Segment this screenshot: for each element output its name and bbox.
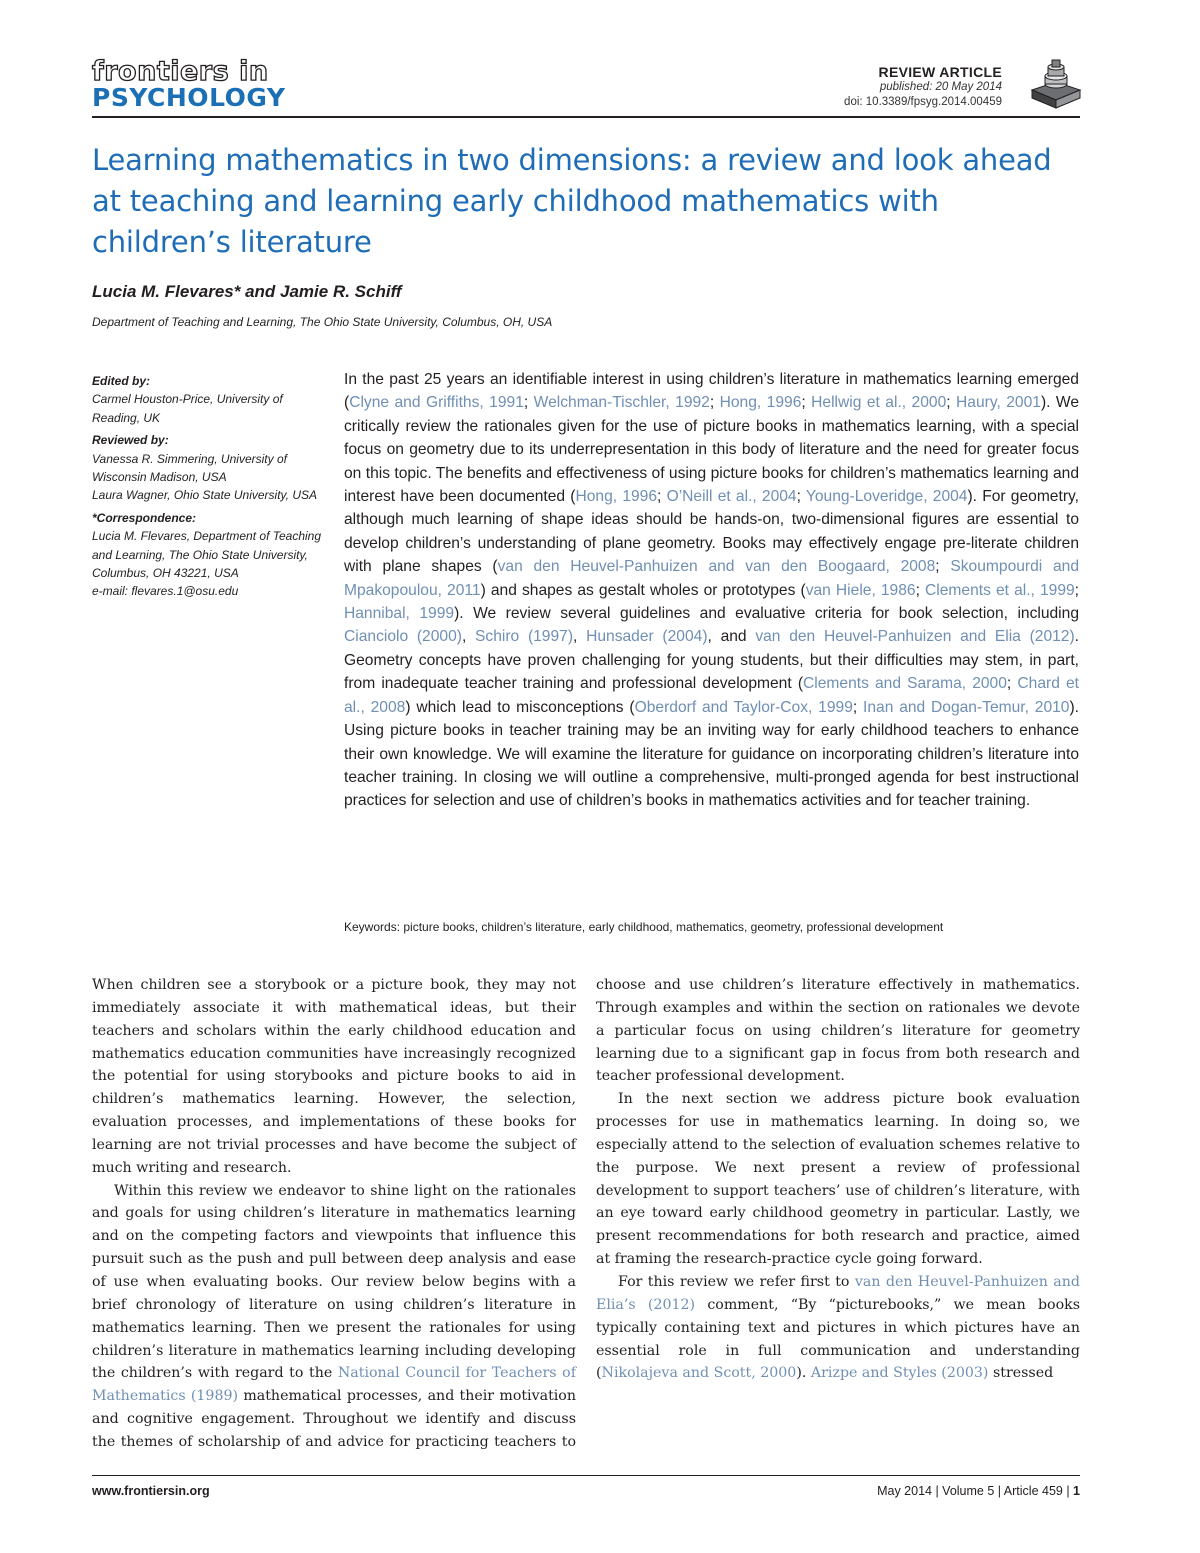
- editorial-sidebar: [92, 372, 332, 605]
- citation-link[interactable]: van den Heuvel-Panhuizen and van den Boogaard, 2008: [497, 558, 936, 576]
- article-meta: [844, 64, 1002, 110]
- article-title: Learning mathematics in two dimensions: a review and look ahead at teaching and learning early childhood mathematics with children’s literature: [92, 143, 1052, 259]
- citation-link[interactable]: Hong, 1996: [575, 488, 658, 506]
- authors: Lucia M. Flevares* and Jamie R. Schiff: [92, 282, 402, 301]
- body-text: For this review we refer first to: [618, 1273, 855, 1290]
- header-rule: [92, 116, 1080, 118]
- keywords-list: picture books, children’s literature, early childhood, mathematics, geometry, professional development: [403, 920, 944, 934]
- journal-stack-icon: [1028, 56, 1084, 112]
- citation-link[interactable]: Clements et al., 1999: [925, 581, 1075, 599]
- body-column-left: [92, 974, 576, 1454]
- body-text: ).: [796, 1365, 811, 1382]
- correspondence-label: *Correspondence:: [92, 510, 197, 525]
- citation-link[interactable]: Welchman-Tischler, 1992: [533, 394, 710, 412]
- citation-link[interactable]: Young-Loveridge, 2004: [805, 488, 968, 506]
- citation-link[interactable]: Skoumpourdi and Mpakopoulou, 2011: [344, 558, 1080, 599]
- affiliation: Department of Teaching and Learning, The Ohio State University, Columbus, OH, USA: [92, 315, 553, 329]
- abstract-text: ) and shapes as gestalt wholes or prototypes (: [480, 581, 806, 599]
- reviewed-by-label: Reviewed by:: [92, 433, 169, 448]
- body-column-right: [596, 974, 1080, 1385]
- body-paragraph: In the next section we address picture book evaluation processes for use in mathematics learning. In doing so, we especially attend to the selection of evaluation schemes relative to the purpose. We next present a review of professional development to support teachers’ use of children’s literature, with an eye toward early childhood geometry in particular. Lastly, we present recommendations for both research and practice, aimed at framing the research-practice cycle going forward.: [596, 1091, 1080, 1268]
- abstract-text: ). For geometry, although much learning of shape ideas should be hands-on, two-dimensional figures are essential to develop children’s understanding of plane geometry. Books may effectively engage pre-literate children with plane shapes (: [344, 488, 1079, 576]
- keywords: [344, 920, 943, 934]
- correspondence-email[interactable]: e-mail: flevares.1@osu.edu: [92, 584, 239, 599]
- body-paragraph: When children see a storybook or a picture book, they may not immediately associate it with mathematical ideas, but their teachers and scholars within the early childhood education and mathematics education communities have increasingly recognized the potential for using storybooks and picture books to aid in children’s mathematics learning. However, the selection, evaluation processes, and implementations of these books for learning are not trivial processes and have become the subject of much writing and research.: [92, 977, 576, 1176]
- citation-link[interactable]: Oberdorf and Taylor-Cox, 1999: [634, 698, 853, 716]
- citation-link[interactable]: Clyne and Griffiths, 1991: [349, 394, 524, 412]
- footer-rule: [92, 1475, 1080, 1476]
- citation-link[interactable]: van den Heuvel-Panhuizen and Elia’s (2012): [596, 1273, 1080, 1313]
- publication-date: published: 20 May 2014: [879, 81, 1002, 93]
- reviewer-2: Laura Wagner, Ohio State University, USA: [92, 488, 317, 503]
- reviewer-1: Vanessa R. Simmering, University of Wisconsin Madison, USA: [92, 451, 287, 485]
- citation-link[interactable]: Nikolajeva and Scott, 2000: [601, 1365, 797, 1382]
- citation-link[interactable]: O’Neill et al., 2004: [666, 488, 797, 506]
- abstract-text: ). Using picture books in teacher training may be an inviting way for early childhood teachers to enhance their own knowledge. We will examine the literature for guidance on incorporating children’s literature into teacher training. In closing we will outline a comprehensive, multi-pronged agenda for best instructional practices for selection and use of children’s books in mathematics activities and for teacher training.: [344, 698, 1080, 810]
- footer-issue-info: [877, 1484, 1080, 1498]
- abstract-text: ). We review several guidelines and evaluative criteria for book selection, including: [454, 605, 1079, 623]
- editor: Carmel Houston-Price, University of Reading, UK: [92, 392, 283, 425]
- citation-link[interactable]: Hong, 1996: [719, 394, 802, 412]
- correspondence-address: Lucia M. Flevares, Department of Teaching and Learning, The Ohio State University, Columbus, OH 43221, USA: [92, 529, 322, 581]
- abstract-text: In the past 25 years an identifiable interest in using children’s literature in mathematics learning emerged (: [344, 371, 1079, 412]
- citation-link[interactable]: Haury, 2001: [956, 394, 1041, 412]
- journal-logo: [92, 58, 285, 110]
- doi: doi: 10.3389/fpsyg.2014.00459: [844, 96, 1002, 108]
- body-paragraph: [596, 1271, 1080, 1385]
- page-number: 1: [1073, 1484, 1080, 1498]
- body-text: mathematical processes, and their motivation and cognitive engagement. Throughout we identify and discuss the themes of scholarship of and advice for practicing teachers to: [92, 1388, 576, 1450]
- body-text: comment, “By “picturebooks,” we mean books typically containing text and pictures in which pictures have an essential role in full communication and understanding (: [596, 1296, 1080, 1382]
- abstract-text: , and: [707, 628, 756, 646]
- body-paragraph-continued: choose and use children’s literature effectively in mathematics. Through examples and within the section on rationales we devote a particular focus on using children’s literature for geometry learning due to a significant gap in focus from both research and teacher professional development.: [596, 977, 1080, 1085]
- edited-by-label: Edited by:: [92, 374, 151, 388]
- abstract-text: . Geometry concepts have proven challenging for young students, but their difficulties may stem, in part, from inadequate teacher training and professional development (: [344, 628, 1079, 693]
- issue-text: May 2014 | Volume 5 | Article 459 |: [877, 1484, 1074, 1498]
- citation-link[interactable]: Cianciolo (2000): [344, 628, 462, 646]
- body-text: Within this review we endeavor to shine light on the rationales and goals for using children’s literature in mathematics learning and on the competing factors and viewpoints that influence this pursuit such as the push and pull between deep analysis and ease of use when evaluating books. Our review below begins with a brief chronology of literature on using children’s literature in mathematics learning. Then we present the rationales for using children’s literature in mathematics learning including developing the children’s with regard to the: [92, 1182, 576, 1382]
- journal-name-line1: frontiers in: [92, 56, 269, 87]
- citation-link[interactable]: Hunsader (2004): [586, 628, 708, 646]
- abstract: In the past 25 years an identifiable interest in using children’s literature in mathematics learning emerged (Clyne and Griffiths, 1991; Welchman-Tischler, 1992; Hong, 1996; Hellwig et al., 2000; Haury, 2001). We critically review the rationales given for the use of picture books in mathematics learning, with a special focus on geometry due to its underrepresentation in this body of literature and the need for greater focus on this topic. The benefits and effectiveness of using picture books for children’s mathematics learning and interest have been documented (Hong, 1996; O’Neill et al., 2004; Young-Loveridge, 2004). For geometry, although much learning of shape ideas should be hands-on, two-dimensional figures are essential to develop children’s understanding of plane geometry. Books may effectively engage pre-literate children with plane shapes (van den Heuvel-Panhuizen and van den Boogaard, 2008; Skoumpourdi and Mpakopoulou, 2011) and shapes as gestalt wholes or prototypes (van Hiele, 1986; Clements et al., 1999; Hannibal, 1999). We review several guidelines and evaluative criteria for book selection, including Cianciolo (2000), Schiro (1997), Hunsader (2004), and van den Heuvel-Panhuizen and Elia (2012). Geometry concepts have proven challenging for young students, but their difficulties may stem, in part, from inadequate teacher training and professional development (Clements and Sarama, 2000; Chard et al., 2008) which lead to misconceptions (Oberdorf and Taylor-Cox, 1999; Inan and Dogan-Temur, 2010). Using picture books in teacher training may be an inviting way for early childhood teachers to enhance their own knowledge. We will examine the literature for guidance on incorporating children’s literature into teacher training. In closing we will outline a comprehensive, multi-pronged agenda for best instructional practices for selection and use of children’s books in mathematics activities and for teacher training.: [344, 371, 1080, 810]
- citation-link[interactable]: Chard et al., 2008: [344, 675, 1079, 716]
- abstract-text: ) which lead to misconceptions (: [405, 698, 635, 716]
- article-type: REVIEW ARTICLE: [878, 64, 1002, 80]
- citation-link[interactable]: van Hiele, 1986: [805, 581, 916, 599]
- journal-name-line2: PSYCHOLOGY: [92, 83, 286, 112]
- citation-link[interactable]: Inan and Dogan-Temur, 2010: [863, 698, 1070, 716]
- citation-link[interactable]: van den Heuvel-Panhuizen and Elia (2012): [755, 628, 1075, 646]
- citation-link[interactable]: National Council for Teachers of Mathematics (1989): [92, 1365, 576, 1405]
- citation-link[interactable]: Hannibal, 1999: [344, 605, 455, 623]
- citation-link[interactable]: Arizpe and Styles (2003): [810, 1365, 989, 1382]
- body-text: stressed: [988, 1365, 1054, 1382]
- body-paragraph: [92, 1180, 576, 1454]
- citation-link[interactable]: Schiro (1997): [475, 628, 574, 646]
- keywords-label: Keywords:: [344, 920, 401, 934]
- abstract-text: ). We critically review the rationales given for the use of picture books in mathematics learning, with a special focus on geometry due to its underrepresentation in this body of literature and the need for greater focus on this topic. The benefits and effectiveness of using picture books for children’s mathematics learning and interest have been documented (: [344, 394, 1080, 506]
- citation-link[interactable]: Hellwig et al., 2000: [811, 394, 947, 412]
- footer-url[interactable]: www.frontiersin.org: [92, 1484, 210, 1498]
- citation-link[interactable]: Clements and Sarama, 2000: [803, 675, 1007, 693]
